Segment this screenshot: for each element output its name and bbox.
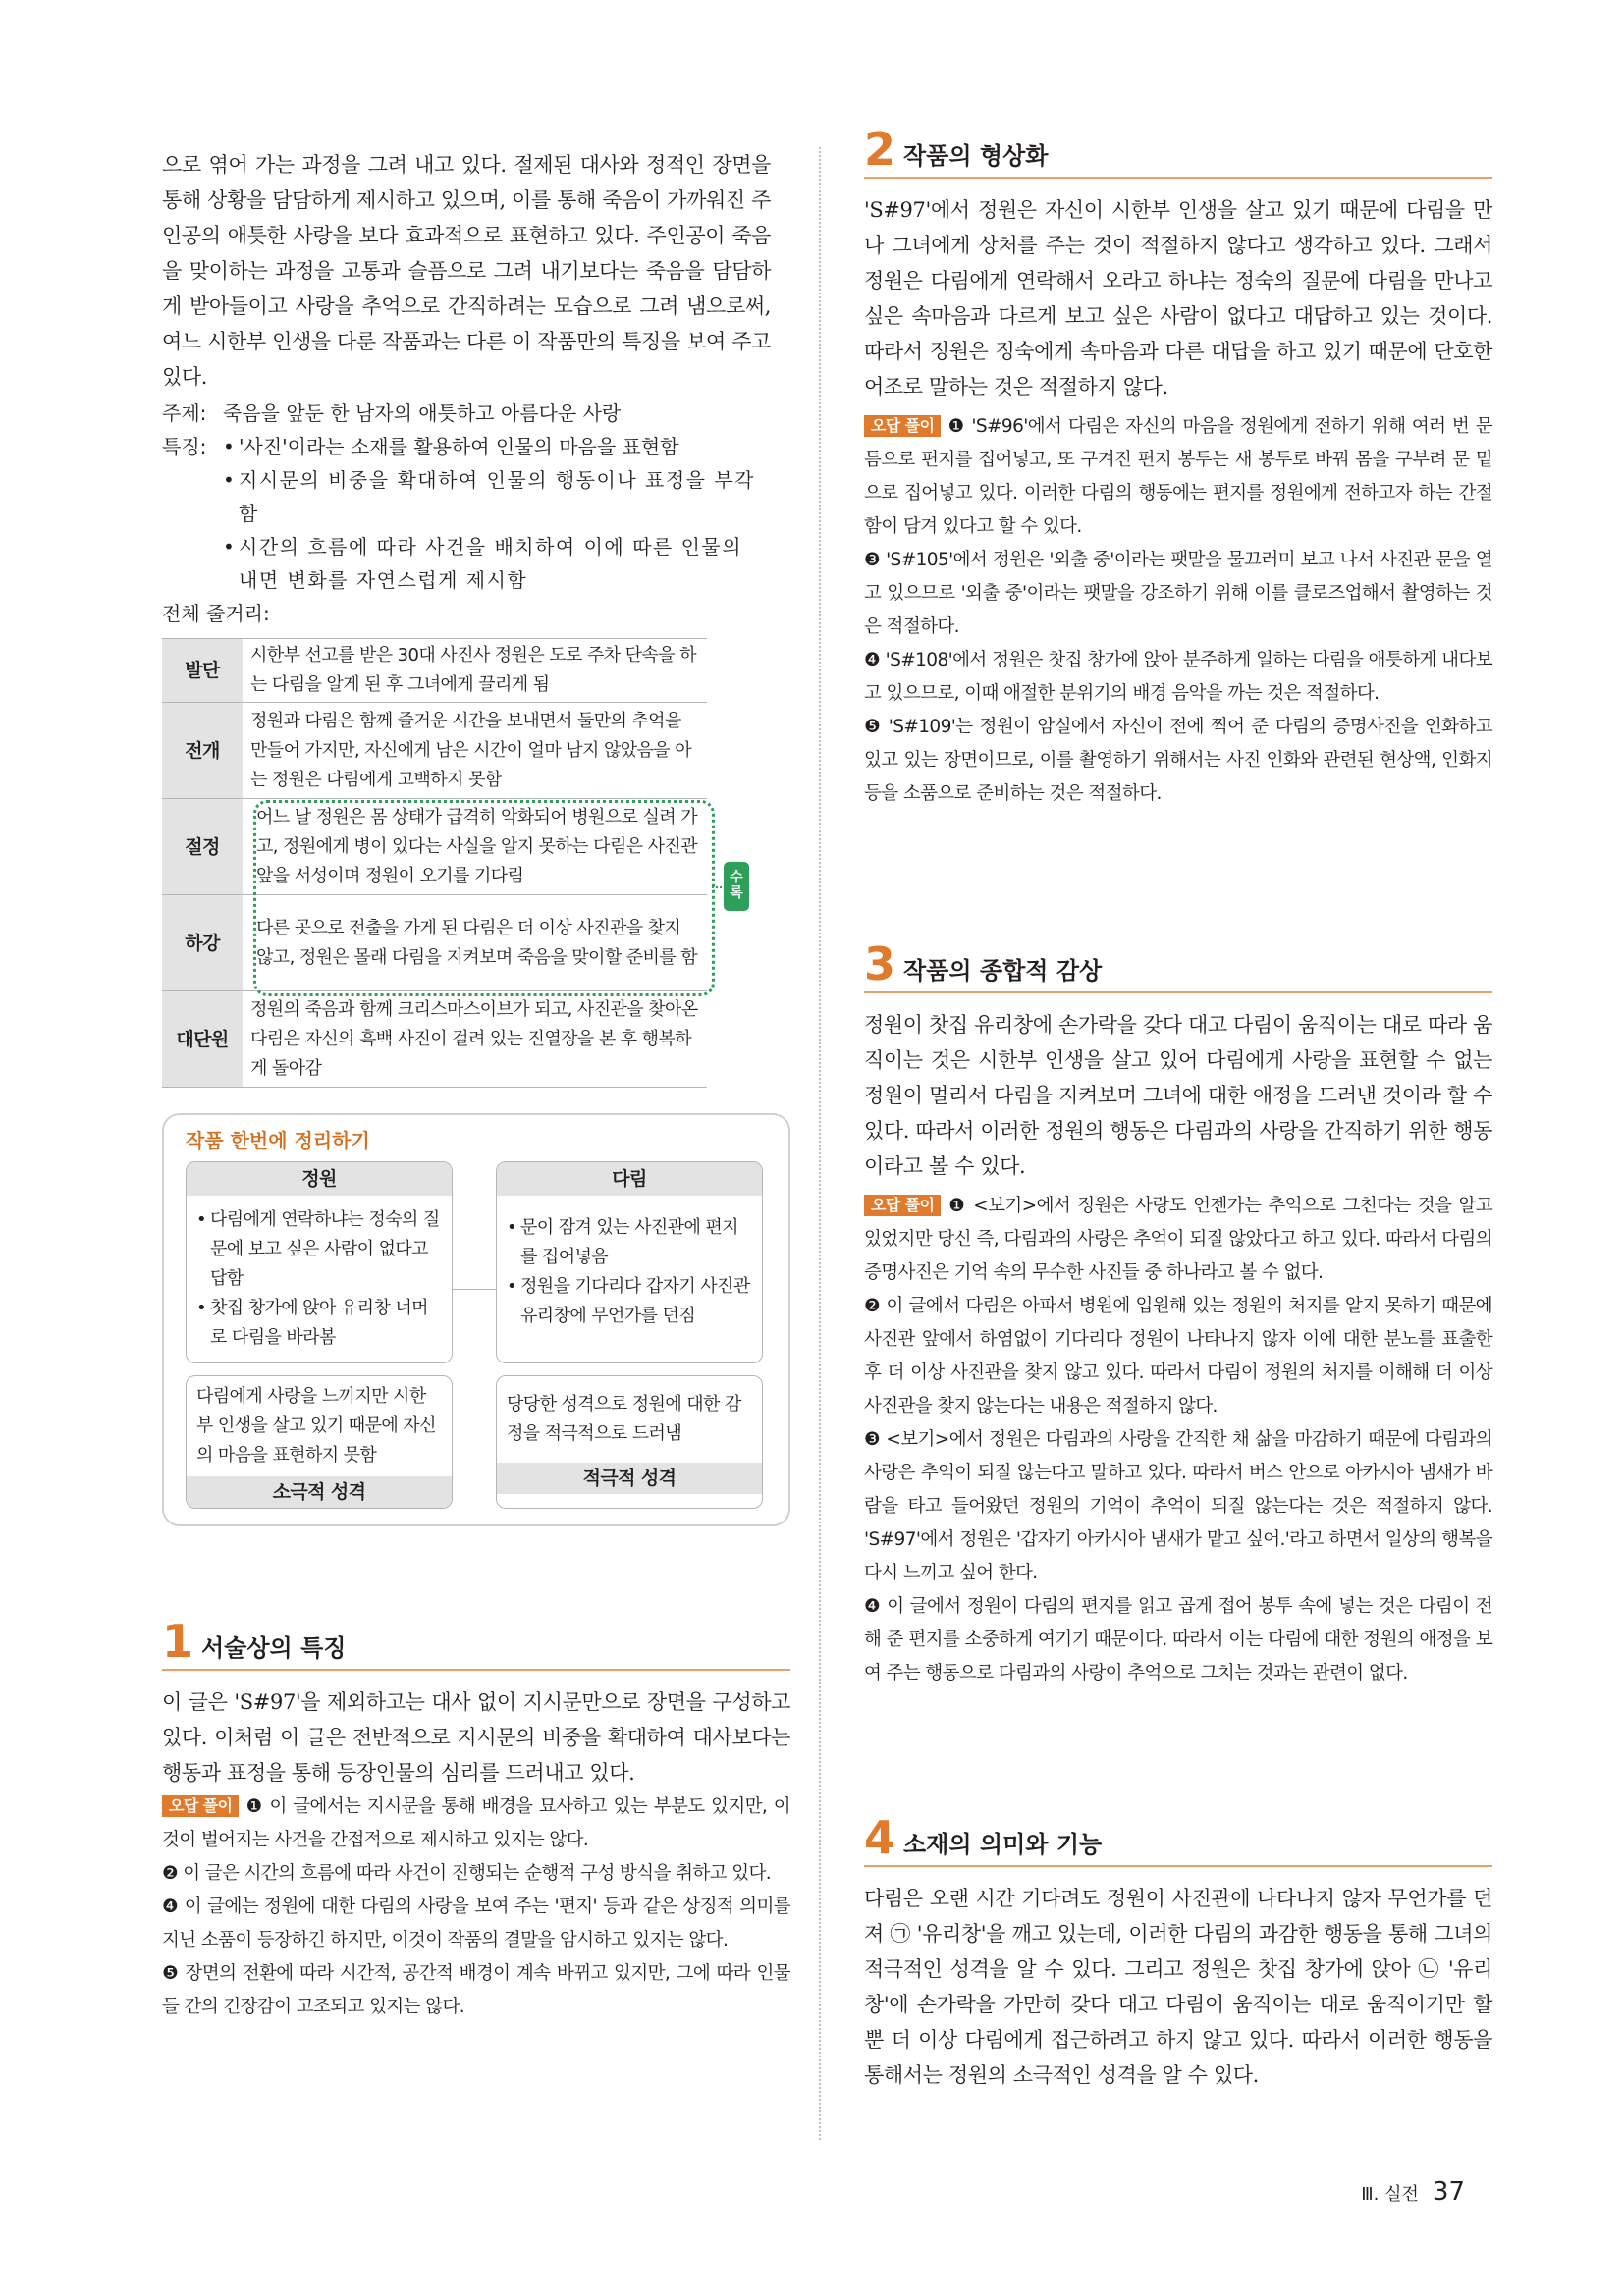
intro-paragraph: 으로 엮어 가는 과정을 그려 내고 있다. 절제된 대사와 정적인 장면을 통해 상황을 담담하게 제시하고 있으며, 이를 통해 죽음이 가까워진 주인공의 애틋한 사랑을 보다 효과적으로 표현하고 있다. 주인공이 죽음을 맞이하는 과정을 고통과 슬픔으로 그려 내기보다는 죽음을 담담하게 받아들이고 사랑을 추억으로 간직하려는 모습으로 그려 냄으로써, 여느 시한부 인생을 다룬 작품과는 다른 이 작품만의 특징을 보여 주고 있다.	[162, 153, 771, 389]
section-2	[864, 123, 1492, 811]
connector-line	[453, 1289, 496, 1290]
section-3	[864, 937, 1492, 1690]
note-item: ❹ 이 글에는 정원에 대한 다림의 사랑을 보여 주는 '편지' 등과 같은 상징적 의미를 지닌 소품이 등장하긴 하지만, 이것이 작품의 결말을 암시하고 있지는 않다.	[162, 1896, 790, 1950]
note-item: ❹ 이 글에서 정원이 다림의 편지를 읽고 곱게 접어 봉투 속에 넣는 것은 다림이 전해 준 편지를 소중하게 여기기 때문이다. 따라서 이는 다림에 대한 정원의 애정을 보여 주는 행동으로 다림과의 사랑이 추억으로 그치는 것과는 관련이 없다.	[864, 1596, 1492, 1683]
note-item: 오답 풀이 ❶ <보기>에서 정원은 사랑도 언젠가는 추억으로 그친다는 것을 알고 있었지만 당신 즉, 다림과의 사랑은 추억이 되질 않았다고 하고 있다. 따라서 다림의 증명사진은 기억 속의 무수한 사진들 중 하나라고 볼 수 없다.	[864, 1196, 1492, 1283]
page-number: 37	[1432, 2177, 1465, 2207]
column-divider	[819, 147, 821, 2140]
note-item: 오답 풀이 ❶ 'S#96'에서 다림은 자신의 마음을 정원에게 전하기 위해 여러 번 문틈으로 편지를 집어넣고, 또 구겨진 편지 봉투는 새 봉투로 바꿔 몸을 구부려 문 밑으로 집어넣고 있다. 이러한 다림의 행동에는 편지를 정원에게 전하고자 하는 간절함이 담겨 있다고 할 수 있다.	[864, 416, 1492, 537]
features-list	[223, 430, 768, 597]
section-title: 작품의 종합적 감상	[903, 957, 1103, 985]
plot-row	[162, 799, 707, 895]
section-2-notes	[864, 410, 1492, 811]
darim-actions-body	[497, 1196, 762, 1341]
section-number: 4	[864, 1811, 896, 1864]
section-1-paragraph: 이 글은 'S#97'을 제외하고는 대사 없이 지시문만으로 장면을 구성하고 있다. 이처럼 이 글은 전반적으로 지시문의 비중을 확대하여 대사보다는 행동과 표정을 통해 등장인물의 심리를 드러내고 있다.	[162, 1690, 790, 1785]
footer-section: Ⅲ. 실전	[1361, 2184, 1419, 2205]
note-item: 오답 풀이 ❶ 이 글에서는 지시문을 통해 배경을 묘사하고 있는 부분도 있지만, 이것이 벌어지는 사건을 간접적으로 제시하고 있지는 않다.	[162, 1796, 790, 1850]
section-3-heading	[864, 937, 1492, 993]
plot-row	[162, 991, 707, 1088]
jeongwon-trait: 소극적 성격	[187, 1476, 452, 1508]
list-item: • 찻집 창가에 앉아 유리창 너머로 다림을 바라봄	[196, 1298, 428, 1348]
plot-stage: 전개	[162, 703, 243, 799]
review-box	[162, 1113, 790, 1526]
section-title: 작품의 형상화	[903, 142, 1049, 170]
section-title: 소재의 의미와 기능	[903, 1831, 1103, 1858]
list-item: • 다림에게 연락하냐는 정숙의 질문에 보고 싶은 사람이 없다고 답함	[196, 1209, 440, 1289]
section-4	[864, 1811, 1492, 2093]
section-3-paragraph: 정원이 찻집 유리창에 손가락을 갖다 대고 다림이 움직이는 대로 따라 움직이는 것은 시한부 인생을 살고 있어 다림에게 사랑을 표현할 수 없는 정원이 멀리서 다림을 지켜보며 그녀에 대한 애정을 드러낸 것이라 할 수 있다. 따라서 이러한 정원의 행동은 다림과의 사랑을 간직하기 위한 행동이라고 볼 수 있다.	[864, 1013, 1492, 1178]
darim-summary-card	[496, 1375, 763, 1509]
jeongwon-card	[186, 1161, 453, 1363]
jeongwon-name: 정원	[187, 1162, 452, 1196]
features-label: 특징:	[162, 435, 207, 458]
plot-text: 어느 날 정원은 몸 상태가 급격히 악화되어 병원으로 실려 가고, 정원에게 병이 있다는 사실을 알지 못하는 다림은 사진관 앞을 서성이며 정원이 오기를 기다림	[243, 799, 707, 895]
plot-summary	[162, 638, 790, 1088]
note-item: ❺ 'S#109'는 정원이 암실에서 자신이 전에 찍어 준 다림의 증명사진을 인화하고 있고 있는 장면이므로, 이를 촬영하기 위해서는 사진 인화와 관련된 현상액, 인화지 등을 소품으로 준비하는 것은 적절하다.	[864, 717, 1492, 804]
section-4-heading	[864, 1811, 1492, 1867]
theme-row	[162, 397, 790, 430]
list-item: • 정원을 기다리다 갑자기 사진관 유리창에 무언가를 던짐	[507, 1276, 750, 1326]
feature-item: • '사진'이라는 소재를 활용하여 인물의 마음을 표현함	[223, 435, 679, 458]
section-2-heading	[864, 123, 1492, 179]
feature-item: • 시간의 흐름에 따라 사건을 배치하여 이에 따른 인물의 내면 변화를 자연스럽게 제시함	[223, 535, 743, 592]
note-item: ❺ 장면의 전환에 따라 시간적, 공간적 배경이 계속 바뀌고 있지만, 그에 따라 인물들 간의 긴장감이 고조되고 있지는 않다.	[162, 1963, 790, 2017]
note-item: ❸ <보기>에서 정원은 다림과의 사랑을 간직한 채 삶을 마감하기 때문에 다림과의 사랑은 추억이 되질 않는다고 말하고 있다. 따라서 버스 안으로 아카시아 냄새가 바람을 타고 들어왔던 정원의 기억이 추억이 되질 않는다는 것은 적절하지 않다. 'S#97'에서 정원은 '갑자기 아카시아 냄새가 맡고 싶어.'라고 하면서 일상의 행복을 다시 느끼고 싶어 한다.	[864, 1429, 1492, 1583]
work-summary	[162, 397, 790, 630]
jeongwon-summary-card	[186, 1375, 453, 1509]
note-item: ❹ 'S#108'에서 정원은 찻집 창가에 앉아 분주하게 일하는 다림을 애틋하게 내다보고 있으므로, 이때 애절한 분위기의 배경 음악을 까는 것은 적절하다.	[864, 650, 1492, 704]
left-column	[162, 147, 790, 2017]
review-title: 작품 한번에 정리하기	[186, 1129, 370, 1152]
feature-item: • 지시문의 비중을 확대하여 인물의 행동이나 표정을 부각함	[223, 468, 756, 525]
plot-text: 정원의 죽음과 함께 크리스마스이브가 되고, 사진관을 찾아온 다림은 자신의 흑백 사진이 걸려 있는 진열장을 본 후 행복하게 돌아감	[243, 991, 707, 1088]
plot-text: 다른 곳으로 전출을 가게 된 다림은 더 이상 사진관을 찾지 않고, 정원은 몰래 다림을 지켜보며 죽음을 맞이할 준비를 함	[243, 895, 707, 991]
section-4-paragraph: 다림은 오랜 시간 기다려도 정원이 사진관에 나타나지 않자 무언가를 던져 ㉠ '유리창'을 깨고 있는데, 이러한 다림의 과감한 행동을 통해 그녀의 적극적인 성격을 알 수 있다. 그리고 정원은 찻집 창가에 앉아 ㉡ '유리창'에 손가락을 가만히 갖다 대고 다림이 움직이는 대로 움직이기만 할 뿐 더 이상 다림에게 접근하려고 하지 않고 있다. 따라서 이러한 행동을 통해서는 정원의 소극적인 성격을 알 수 있다.	[864, 1887, 1492, 2087]
plot-row	[162, 895, 707, 991]
note-item: ❷ 이 글에서 다림은 아파서 병원에 입원해 있는 정원의 처지를 알지 못하기 때문에 사진관 앞에서 하염없이 기다리다 정원이 나타나지 않자 이에 대한 분노를 표출한 후 더 이상 사진관을 찾지 않고 있다. 따라서 다림이 정원의 처지를 이해해 더 이상 사진관을 찾지 않는다는 내용은 적절하지 않다.	[864, 1296, 1492, 1416]
plot-label: 전체 줄거리:	[162, 602, 270, 625]
section-1	[162, 1615, 790, 2024]
note-item: ❷ 이 글은 시간의 흐름에 따라 사건이 진행되는 순행적 구성 방식을 취하고 있다.	[162, 1863, 772, 1884]
section-1-heading	[162, 1615, 790, 1671]
darim-summary: 당당한 성격으로 정원에 대한 감정을 적극적으로 드러냄	[507, 1394, 741, 1444]
features-row	[162, 430, 790, 597]
section-number: 2	[864, 123, 896, 176]
plot-stage: 절정	[162, 799, 243, 895]
darim-trait: 적극적 성격	[497, 1463, 762, 1494]
wrong-answer-badge: 오답 풀이	[864, 415, 941, 437]
plot-row	[162, 639, 707, 703]
wrong-answer-badge: 오답 풀이	[162, 1795, 239, 1817]
jeongwon-actions-body	[187, 1196, 452, 1362]
section-title: 서술상의 특징	[201, 1634, 347, 1662]
plot-text: 정원과 다림은 함께 즐거운 시간을 보내면서 둘만의 추억을 만들어 가지만, 자신에게 남은 시간이 얼마 남지 않았음을 아는 정원은 다림에게 고백하지 못함	[243, 703, 707, 799]
plot-text: 시한부 선고를 받은 30대 사진사 정원은 도로 주차 단속을 하는 다림을 알게 된 후 그녀에게 끌리게 됨	[243, 639, 707, 703]
page-footer	[1361, 2177, 1465, 2207]
character-grid	[186, 1161, 767, 1509]
plot-row	[162, 703, 707, 799]
section-2-paragraph: 'S#97'에서 정원은 자신이 시한부 인생을 살고 있기 때문에 다림을 만나 그녀에게 상처를 주는 것이 적절하지 않다고 생각하고 있다. 그래서 정원은 다림에게 연락해서 오라고 하냐는 정숙의 질문에 다림을 만나고 싶은 속마음과 다르게 보고 싶은 사람이 없다고 대답하고 있는 것이다. 따라서 정원은 정숙에게 속마음과 다른 대답을 하고 있기 때문에 단호한 어조로 말하는 것은 적절하지 않다.	[864, 198, 1492, 399]
recorded-tag: 수록	[724, 862, 749, 911]
right-column	[864, 123, 1492, 2087]
plot-stage: 대단원	[162, 991, 243, 1088]
plot-stage: 발단	[162, 639, 243, 703]
jeongwon-actions	[196, 1205, 442, 1353]
darim-actions	[507, 1213, 752, 1331]
jeongwon-summary: 다림에게 사랑을 느끼지만 시한부 인생을 살고 있기 때문에 자신의 마음을 표현하지 못함	[196, 1386, 436, 1466]
section-3-notes	[864, 1190, 1492, 1690]
theme-text: 죽음을 앞둔 한 남자의 애틋하고 아름다운 사랑	[223, 401, 622, 425]
note-item: ❸ 'S#105'에서 정원은 '외출 중'이라는 팻말을 물끄러미 보고 나서 사진관 문을 열고 있으므로 '외출 중'이라는 팻말을 강조하기 위해 이를 클로즈업해서 촬영하는 것은 적절하다.	[864, 550, 1492, 637]
list-item: • 문이 잠겨 있는 사진관에 편지를 집어넣음	[507, 1217, 738, 1267]
section-number: 1	[162, 1615, 194, 1668]
plot-stage: 하강	[162, 895, 243, 991]
section-1-notes	[162, 1790, 790, 2024]
section-number: 3	[864, 937, 896, 990]
darim-name: 다림	[497, 1162, 762, 1196]
darim-card	[496, 1161, 763, 1363]
wrong-answer-badge: 오답 풀이	[864, 1195, 941, 1216]
theme-label: 주제:	[162, 401, 207, 425]
plot-table	[162, 638, 707, 1088]
